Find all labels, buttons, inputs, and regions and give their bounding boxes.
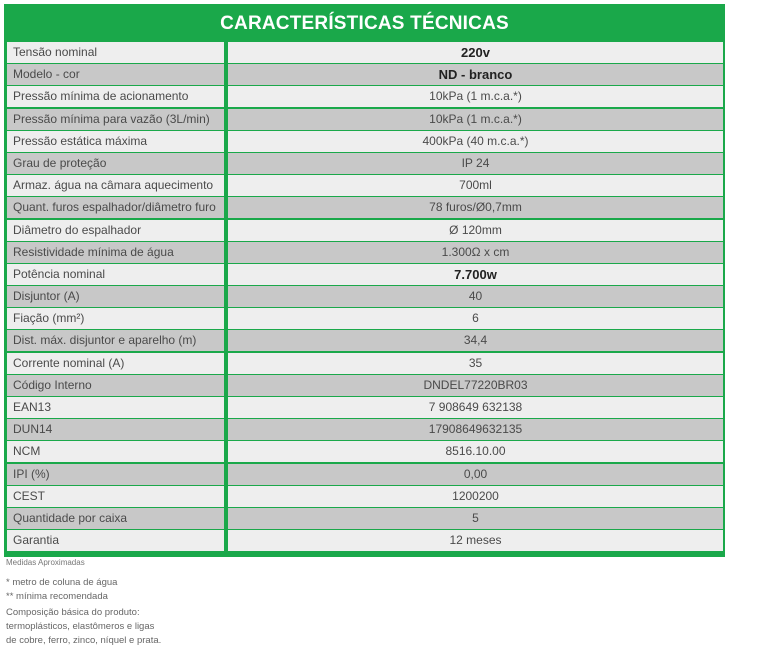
table-row bbox=[7, 242, 723, 264]
row-value: 8516.10.00 bbox=[228, 441, 723, 462]
table-row bbox=[7, 86, 723, 108]
row-label: Quant. furos espalhador/diâmetro furo bbox=[7, 197, 224, 218]
row-value: 0,00 bbox=[228, 464, 723, 485]
approx-note: Medidas Aproximadas bbox=[6, 558, 85, 567]
row-label: DUN14 bbox=[7, 419, 224, 440]
table-row bbox=[7, 464, 723, 486]
row-label: Tensão nominal bbox=[7, 42, 224, 63]
row-label: Fiação (mm²) bbox=[7, 308, 224, 329]
row-value: 17908649632135 bbox=[228, 419, 723, 440]
table-row bbox=[7, 308, 723, 330]
table-row bbox=[7, 42, 723, 64]
row-label: Dist. máx. disjuntor e aparelho (m) bbox=[7, 330, 224, 351]
row-value: 40 bbox=[228, 286, 723, 307]
composition-line-2: termoplásticos, elastômeros e ligas bbox=[6, 621, 155, 632]
row-value: 10kPa (1 m.c.a.*) bbox=[228, 86, 723, 107]
row-value: Ø 120mm bbox=[228, 220, 723, 241]
table-row bbox=[7, 220, 723, 242]
row-value: 220v bbox=[228, 42, 723, 63]
row-label: Diâmetro do espalhador bbox=[7, 220, 224, 241]
row-label: Pressão estática máxima bbox=[7, 131, 224, 152]
row-value: 1200200 bbox=[228, 486, 723, 507]
table-row bbox=[7, 197, 723, 219]
table-row bbox=[7, 419, 723, 441]
table-row bbox=[7, 530, 723, 552]
table-row bbox=[7, 64, 723, 86]
row-label: Modelo - cor bbox=[7, 64, 224, 85]
row-value: 34,4 bbox=[228, 330, 723, 351]
row-value: 400kPa (40 m.c.a.*) bbox=[228, 131, 723, 152]
spec-table bbox=[7, 42, 723, 552]
row-value: 10kPa (1 m.c.a.*) bbox=[228, 109, 723, 130]
row-value: 1.300Ω x cm bbox=[228, 242, 723, 263]
footnotes bbox=[6, 556, 161, 648]
row-label: Quantidade por caixa bbox=[7, 508, 224, 529]
row-label: Resistividade mínima de água bbox=[7, 242, 224, 263]
footnote-1: * metro de coluna de água bbox=[6, 577, 118, 588]
row-label: Potência nominal bbox=[7, 264, 224, 285]
row-value: 7 908649 632138 bbox=[228, 397, 723, 418]
row-label: CEST bbox=[7, 486, 224, 507]
table-row bbox=[7, 131, 723, 153]
row-value: 12 meses bbox=[228, 530, 723, 551]
table-row bbox=[7, 397, 723, 419]
row-label: NCM bbox=[7, 441, 224, 462]
row-value: DNDEL77220BR03 bbox=[228, 375, 723, 396]
row-label: Corrente nominal (A) bbox=[7, 353, 224, 374]
table-row bbox=[7, 375, 723, 397]
row-label: Pressão mínima para vazão (3L/min) bbox=[7, 109, 224, 130]
table-row bbox=[7, 330, 723, 352]
composition-line-3: de cobre, ferro, zinco, níquel e prata. bbox=[6, 635, 162, 646]
row-value: 700ml bbox=[228, 175, 723, 196]
row-label: Código Interno bbox=[7, 375, 224, 396]
table-row bbox=[7, 153, 723, 175]
row-label: Pressão mínima de acionamento bbox=[7, 86, 224, 107]
row-label: Armaz. água na câmara aquecimento bbox=[7, 175, 224, 196]
table-row bbox=[7, 441, 723, 463]
table-row bbox=[7, 175, 723, 197]
row-value: ND - branco bbox=[228, 64, 723, 85]
spec-title: CARACTERÍSTICAS TÉCNICAS bbox=[220, 13, 509, 34]
row-value: 5 bbox=[228, 508, 723, 529]
composition-line-1: Composição básica do produto: bbox=[6, 607, 140, 618]
footnote-2: ** mínima recomendada bbox=[6, 591, 108, 602]
table-row bbox=[7, 353, 723, 375]
table-row bbox=[7, 264, 723, 286]
table-row bbox=[7, 508, 723, 530]
row-value: 7.700w bbox=[228, 264, 723, 285]
row-label: Disjuntor (A) bbox=[7, 286, 224, 307]
row-label: EAN13 bbox=[7, 397, 224, 418]
row-value: IP 24 bbox=[228, 153, 723, 174]
row-label: Grau de proteção bbox=[7, 153, 224, 174]
row-label: IPI (%) bbox=[7, 464, 224, 485]
spec-card bbox=[4, 4, 725, 557]
table-row bbox=[7, 109, 723, 131]
table-row bbox=[7, 286, 723, 308]
row-value: 78 furos/Ø0,7mm bbox=[228, 197, 723, 218]
row-value: 35 bbox=[228, 353, 723, 374]
table-row bbox=[7, 486, 723, 508]
row-value: 6 bbox=[228, 308, 723, 329]
row-label: Garantia bbox=[7, 530, 224, 551]
